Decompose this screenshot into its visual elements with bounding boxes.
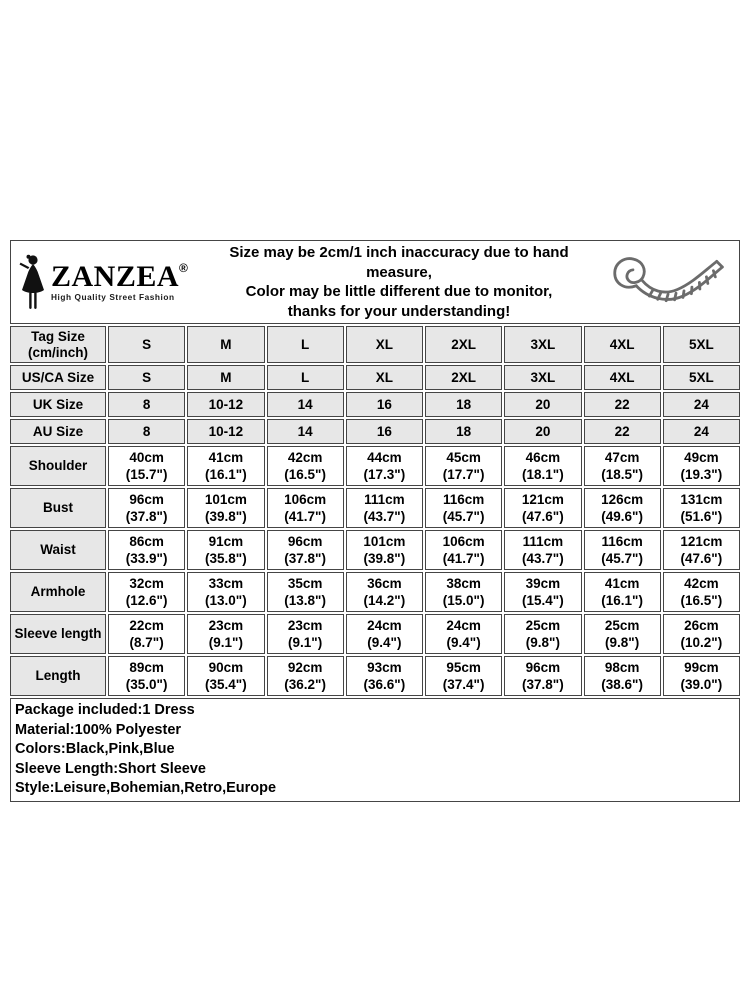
size-cell: 22 (584, 419, 661, 444)
measurement-cell: 40cm (15.7") (108, 446, 185, 486)
measurement-cell: 111cm (43.7") (504, 530, 581, 570)
measurement-cell: 90cm (35.4") (187, 656, 264, 696)
size-row (10, 326, 740, 363)
size-cell: 10-12 (187, 419, 264, 444)
size-cell: XL (346, 365, 423, 390)
product-details (10, 698, 740, 802)
measurement-cell: 46cm (18.1") (504, 446, 581, 486)
detail-line: Package included:1 Dress (15, 702, 195, 718)
row-label: Tag Size (cm/inch) (10, 326, 106, 363)
row-label: Length (10, 656, 106, 696)
size-chart-table (8, 238, 742, 804)
disclaimer-text (197, 243, 605, 321)
size-cell: 14 (267, 419, 344, 444)
measurement-cell: 98cm (38.6") (584, 656, 661, 696)
size-cell: XL (346, 326, 423, 363)
measurement-cell: 86cm (33.9") (108, 530, 185, 570)
disclaimer-line: Size may be 2cm/1 inch inaccuracy due to hand measure, (229, 244, 569, 281)
measurement-row (10, 656, 740, 696)
size-row (10, 365, 740, 390)
size-cell: 20 (504, 419, 581, 444)
measurement-cell: 96cm (37.8") (504, 656, 581, 696)
measurement-cell: 24cm (9.4") (425, 614, 502, 654)
disclaimer-line: thanks for your understanding! (287, 302, 511, 320)
measurement-cell: 131cm (51.6") (663, 488, 740, 528)
detail-line: Sleeve Length:Short Sleeve (15, 760, 206, 777)
measurement-cell: 24cm (9.4") (346, 614, 423, 654)
measurement-cell: 89cm (35.0") (108, 656, 185, 696)
measurement-cell: 49cm (19.3") (663, 446, 740, 486)
banner-cell (10, 240, 740, 324)
size-cell: 5XL (663, 365, 740, 390)
size-cell: 2XL (425, 326, 502, 363)
measurement-cell: 116cm (45.7") (425, 488, 502, 528)
size-cell: 14 (267, 392, 344, 417)
detail-line: Colors:Black,Pink,Blue (15, 741, 175, 757)
size-cell: 8 (108, 392, 185, 417)
size-cell: 16 (346, 392, 423, 417)
size-cell: 16 (346, 419, 423, 444)
measurement-cell: 121cm (47.6") (663, 530, 740, 570)
detail-line: Material:100% Polyester (15, 721, 182, 738)
detail-line: Style:Leisure,Bohemian,Retro,Europe (15, 780, 277, 796)
size-cell: 3XL (504, 365, 581, 390)
row-label: UK Size (10, 392, 106, 417)
row-label: Waist (10, 530, 106, 570)
row-label: Sleeve length (10, 614, 106, 654)
brand-name: ZANZEA® (51, 259, 189, 293)
measurement-cell: 38cm (15.0") (425, 572, 502, 612)
woman-silhouette-icon (17, 254, 49, 310)
size-row (10, 392, 740, 417)
size-cell: 22 (584, 392, 661, 417)
measurement-cell: 39cm (15.4") (504, 572, 581, 612)
measurement-cell: 106cm (41.7") (267, 488, 344, 528)
measurement-cell: 47cm (18.5") (584, 446, 661, 486)
measurement-row (10, 488, 740, 528)
size-cell: 18 (425, 392, 502, 417)
size-cell: M (187, 326, 264, 363)
measurement-cell: 32cm (12.6") (108, 572, 185, 612)
measurement-cell: 36cm (14.2") (346, 572, 423, 612)
registered-mark: ® (179, 260, 189, 275)
measurement-cell: 41cm (16.1") (187, 446, 264, 486)
row-label: US/CA Size (10, 365, 106, 390)
measurement-cell: 22cm (8.7") (108, 614, 185, 654)
measurement-row (10, 614, 740, 654)
measurement-cell: 45cm (17.7") (425, 446, 502, 486)
measurement-cell: 96cm (37.8") (108, 488, 185, 528)
measurement-cell: 99cm (39.0") (663, 656, 740, 696)
size-cell: 18 (425, 419, 502, 444)
size-cell: 2XL (425, 365, 502, 390)
brand-logo (17, 254, 197, 310)
measurement-cell: 25cm (9.8") (504, 614, 581, 654)
measurement-cell: 35cm (13.8") (267, 572, 344, 612)
footer-row (10, 698, 740, 802)
measurement-cell: 33cm (13.0") (187, 572, 264, 612)
measurement-cell: 25cm (9.8") (584, 614, 661, 654)
measurement-row (10, 530, 740, 570)
measurement-cell: 121cm (47.6") (504, 488, 581, 528)
measurement-cell: 44cm (17.3") (346, 446, 423, 486)
size-cell: S (108, 326, 185, 363)
measurement-cell: 96cm (37.8") (267, 530, 344, 570)
measurement-row (10, 572, 740, 612)
measurement-cell: 26cm (10.2") (663, 614, 740, 654)
measurement-cell: 91cm (35.8") (187, 530, 264, 570)
brand-tagline: High Quality Street Fashion (51, 291, 175, 302)
size-cell: 24 (663, 419, 740, 444)
disclaimer-line: Color may be little different due to monitor, (245, 283, 553, 300)
row-label: Shoulder (10, 446, 106, 486)
size-cell: 3XL (504, 326, 581, 363)
size-cell: 5XL (663, 326, 740, 363)
tape-measure-icon (605, 253, 733, 311)
measurement-cell: 42cm (16.5") (267, 446, 344, 486)
size-cell: 4XL (584, 365, 661, 390)
size-cell: L (267, 365, 344, 390)
size-cell: 10-12 (187, 392, 264, 417)
measurement-cell: 41cm (16.1") (584, 572, 661, 612)
measurement-cell: 95cm (37.4") (425, 656, 502, 696)
measurement-cell: 23cm (9.1") (187, 614, 264, 654)
measurement-cell: 101cm (39.8") (187, 488, 264, 528)
measurement-cell: 23cm (9.1") (267, 614, 344, 654)
row-label: AU Size (10, 419, 106, 444)
size-cell: 20 (504, 392, 581, 417)
size-cell: S (108, 365, 185, 390)
measurement-cell: 111cm (43.7") (346, 488, 423, 528)
measurement-row (10, 446, 740, 486)
size-cell: 8 (108, 419, 185, 444)
measurement-cell: 126cm (49.6") (584, 488, 661, 528)
measurement-cell: 101cm (39.8") (346, 530, 423, 570)
banner-row (10, 240, 740, 324)
measurement-cell: 106cm (41.7") (425, 530, 502, 570)
measurement-cell: 93cm (36.6") (346, 656, 423, 696)
measurement-cell: 42cm (16.5") (663, 572, 740, 612)
size-cell: L (267, 326, 344, 363)
measurement-cell: 116cm (45.7") (584, 530, 661, 570)
size-chart-content (8, 238, 742, 804)
measurement-cell: 92cm (36.2") (267, 656, 344, 696)
size-cell: M (187, 365, 264, 390)
size-row (10, 419, 740, 444)
row-label: Armhole (10, 572, 106, 612)
size-cell: 4XL (584, 326, 661, 363)
size-cell: 24 (663, 392, 740, 417)
row-label: Bust (10, 488, 106, 528)
